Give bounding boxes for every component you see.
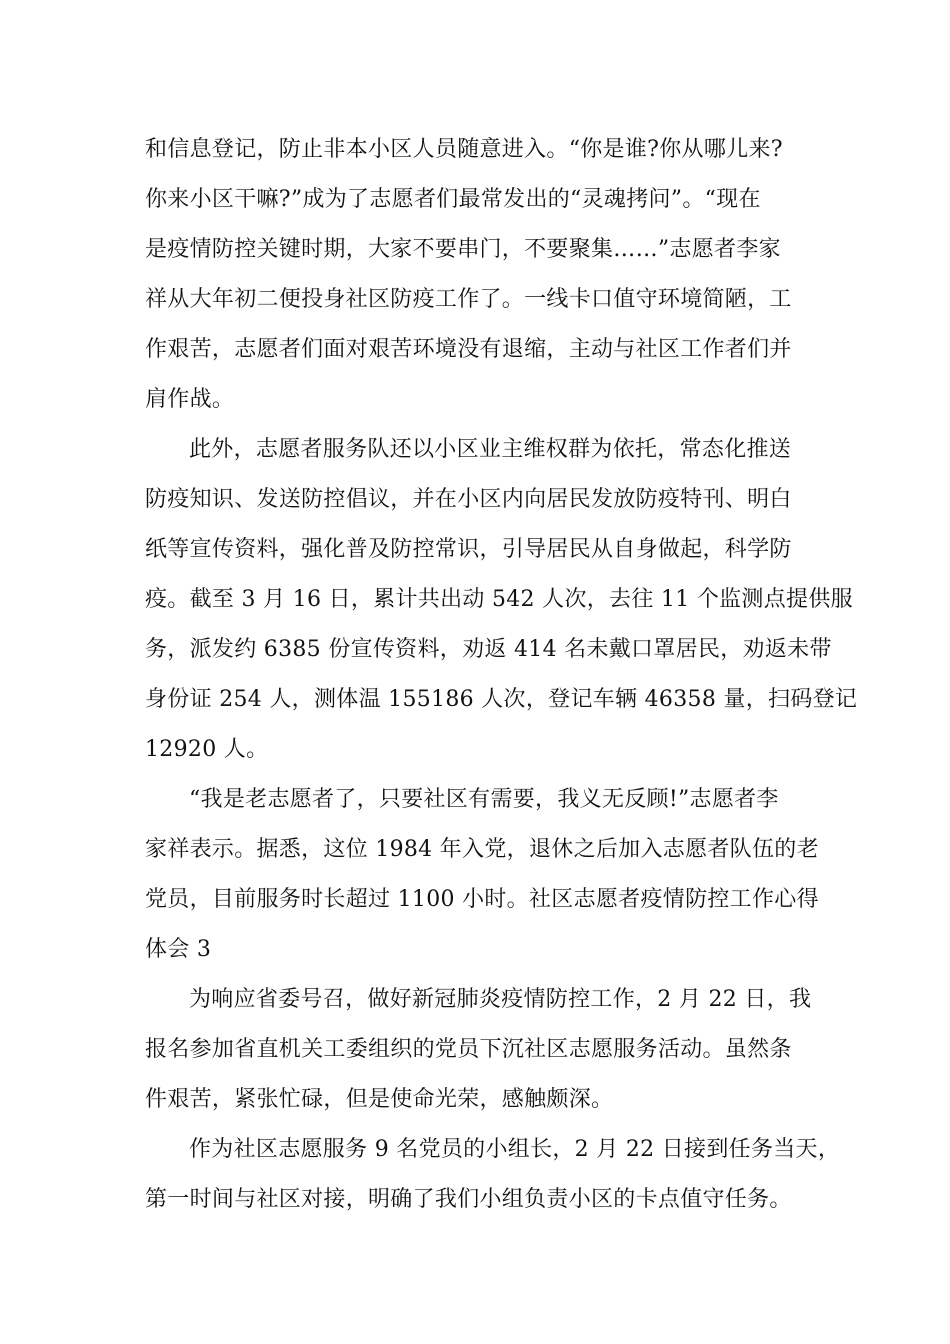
text-line: 是疫情防控关键时期，大家不要串门，不要聚集……”志愿者李家: [145, 237, 781, 262]
text-line: 务，派发约 6385 份宣传资料，劝返 414 名未戴口罩居民，劝返未带: [145, 637, 832, 662]
paragraph-start-line: 为响应省委号召，做好新冠肺炎疫情防控工作，2 月 22 日，我: [189, 987, 812, 1012]
text-line: 祥从大年初二便投身社区防疫工作了。一线卡口值守环境简陋，工: [145, 287, 792, 312]
paragraph-start-line: 作为社区志愿服务 9 名党员的小组长，2 月 22 日接到任务当天，: [189, 1137, 841, 1162]
text-line: 纸等宣传资料，强化普及防控常识，引导居民从自身做起，科学防: [145, 537, 792, 562]
text-line: 体会 3: [145, 937, 212, 962]
text-line: 12920 人。: [145, 737, 269, 762]
paragraph-start-line: 此外，志愿者服务队还以小区业主维权群为依托，常态化推送: [189, 437, 792, 462]
paragraph-start-line: “我是老志愿者了，只要社区有需要，我义无反顾!”志愿者李: [189, 787, 779, 812]
text-line: 报名参加省直机关工委组织的党员下沉社区志愿服务活动。虽然条: [145, 1037, 792, 1062]
text-line: 肩作战。: [145, 387, 235, 412]
text-line: 和信息登记，防止非本小区人员随意进入。“你是谁?你从哪儿来?: [145, 137, 783, 162]
text-line: 作艰苦，志愿者们面对艰苦环境没有退缩，主动与社区工作者们并: [145, 337, 792, 362]
text-line: 防疫知识、发送防控倡议，并在小区内向居民发放防疫特刊、明白: [145, 487, 792, 512]
text-line: 家祥表示。据悉，这位 1984 年入党，退休之后加入志愿者队伍的老: [145, 837, 819, 862]
text-line: 疫。截至 3 月 16 日，累计共出动 542 人次，去往 11 个监测点提供服: [145, 587, 853, 612]
text-line: 身份证 254 人，测体温 155186 人次，登记车辆 46358 量，扫码登记: [145, 687, 858, 712]
text-line: 党员，目前服务时长超过 1100 小时。社区志愿者疫情防控工作心得: [145, 887, 819, 912]
text-line: 你来小区干嘛?”成为了志愿者们最常发出的“灵魂拷问”。“现在: [145, 187, 761, 212]
text-line: 件艰苦，紧张忙碌，但是使命光荣，感触颇深。: [145, 1087, 614, 1112]
text-line: 第一时间与社区对接，明确了我们小组负责小区的卡点值守任务。: [145, 1187, 792, 1212]
